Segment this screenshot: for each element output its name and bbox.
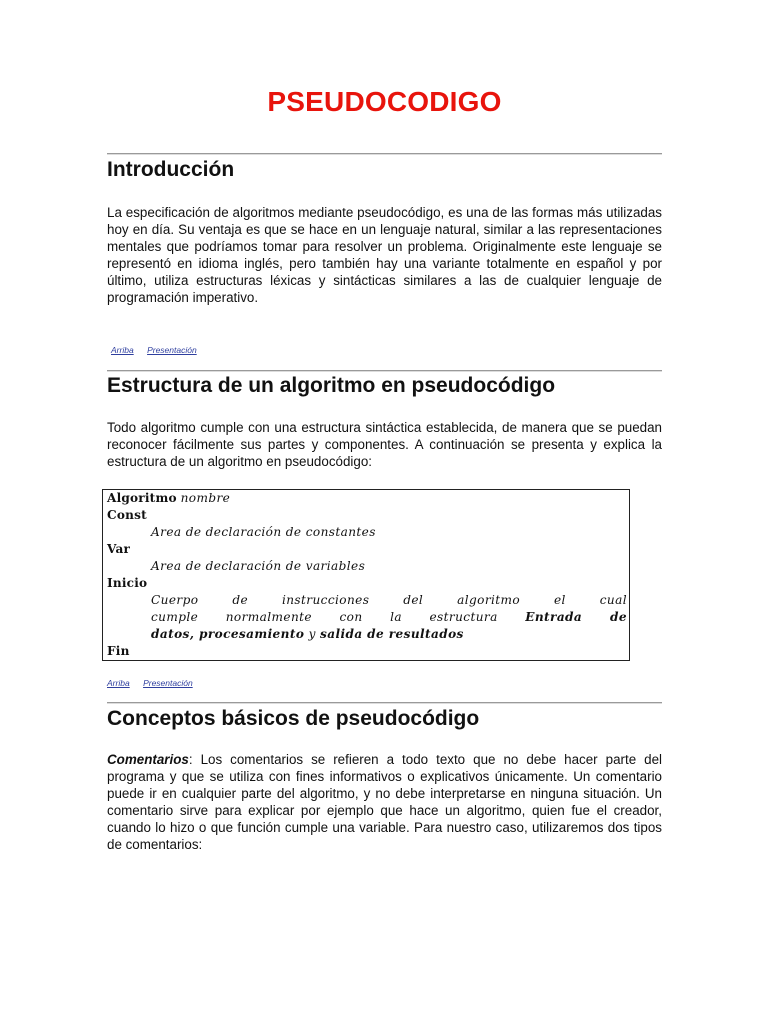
- code-description: y: [308, 627, 316, 641]
- code-description: Area de declaración de constantes: [151, 525, 376, 539]
- algorithm-structure-box: [102, 489, 630, 661]
- section-divider: [107, 370, 662, 372]
- structure-heading: Estructura de un algoritmo en pseudocódigo: [107, 374, 556, 397]
- section-divider: [107, 702, 662, 704]
- code-description: Cuerpo de instrucciones del algoritmo el cual: [151, 593, 627, 607]
- intro-heading: Introducción: [107, 158, 235, 181]
- top-link[interactable]: Arriba: [111, 345, 134, 355]
- code-description: Area de declaración de variables: [151, 559, 366, 573]
- nav-links: [107, 678, 204, 688]
- code-keyword: Var: [107, 542, 131, 556]
- code-keyword: Const: [107, 508, 147, 522]
- code-line: [107, 524, 627, 541]
- code-line: [107, 490, 627, 507]
- code-line: [107, 541, 627, 558]
- code-line: [107, 558, 627, 575]
- top-link[interactable]: Arriba: [107, 678, 130, 688]
- code-keyword: Fin: [107, 644, 130, 658]
- code-line: [107, 575, 627, 592]
- concepts-heading: Conceptos básicos de pseudocódigo: [107, 707, 480, 730]
- document-title: PSEUDOCODIGO: [267, 86, 502, 117]
- concept-description: : Los comentarios se refieren a todo texto que no debe hacer parte del programa y que se utiliza con fines informativos o explicativos únicamente. Un comentario puede ir en cualquier parte del algoritmo, y no debe interpretarse en ninguna situación. Un comentario sirve para explicar por ejemplo que hace un algoritmo, quien fue el creador, cuando lo hizo o que función cumple una variable. Para nuestro caso, utilizaremos dos tipos de comentarios:: [107, 752, 662, 852]
- presentation-link[interactable]: Presentación: [143, 678, 193, 688]
- code-name: nombre: [180, 491, 231, 505]
- code-emphasis: Entrada de: [525, 610, 627, 624]
- presentation-link[interactable]: Presentación: [147, 345, 197, 355]
- code-emphasis: datos, procesamiento: [151, 627, 305, 641]
- section-divider: [107, 153, 662, 155]
- structure-paragraph: Todo algoritmo cumple con una estructura sintáctica establecida, de manera que se puedan reconocer fácilmente sus partes y componentes. A continuación se presenta y explica la estructura de un algoritmo en pseudocódigo:: [107, 420, 662, 469]
- code-line: [107, 592, 627, 609]
- code-line: [107, 626, 627, 643]
- intro-paragraph: La especificación de algoritmos mediante pseudocódigo, es una de las formas más utilizadas hoy en día. Su ventaja es que se hace en un lenguaje natural, similar a las representaciones mentales que podríamos tomar para resolver un problema. Originalmente este lenguaje se representó en idioma inglés, pero también hay una variante totalmente en español y por último, utiliza estructuras léxicas y sintácticas similares a las de cualquier lenguaje de programación imperativo.: [107, 205, 662, 305]
- nav-links: [111, 345, 208, 355]
- code-description: cumple normalmente con la estructura: [151, 610, 498, 624]
- concept-term: Comentarios: [107, 752, 189, 767]
- concepts-paragraph: [107, 751, 662, 853]
- code-line: [107, 609, 627, 626]
- code-emphasis: salida de resultados: [320, 627, 464, 641]
- code-keyword: Algoritmo: [107, 491, 177, 505]
- code-line: [107, 643, 627, 660]
- code-line: [107, 507, 627, 524]
- code-keyword: Inicio: [107, 576, 148, 590]
